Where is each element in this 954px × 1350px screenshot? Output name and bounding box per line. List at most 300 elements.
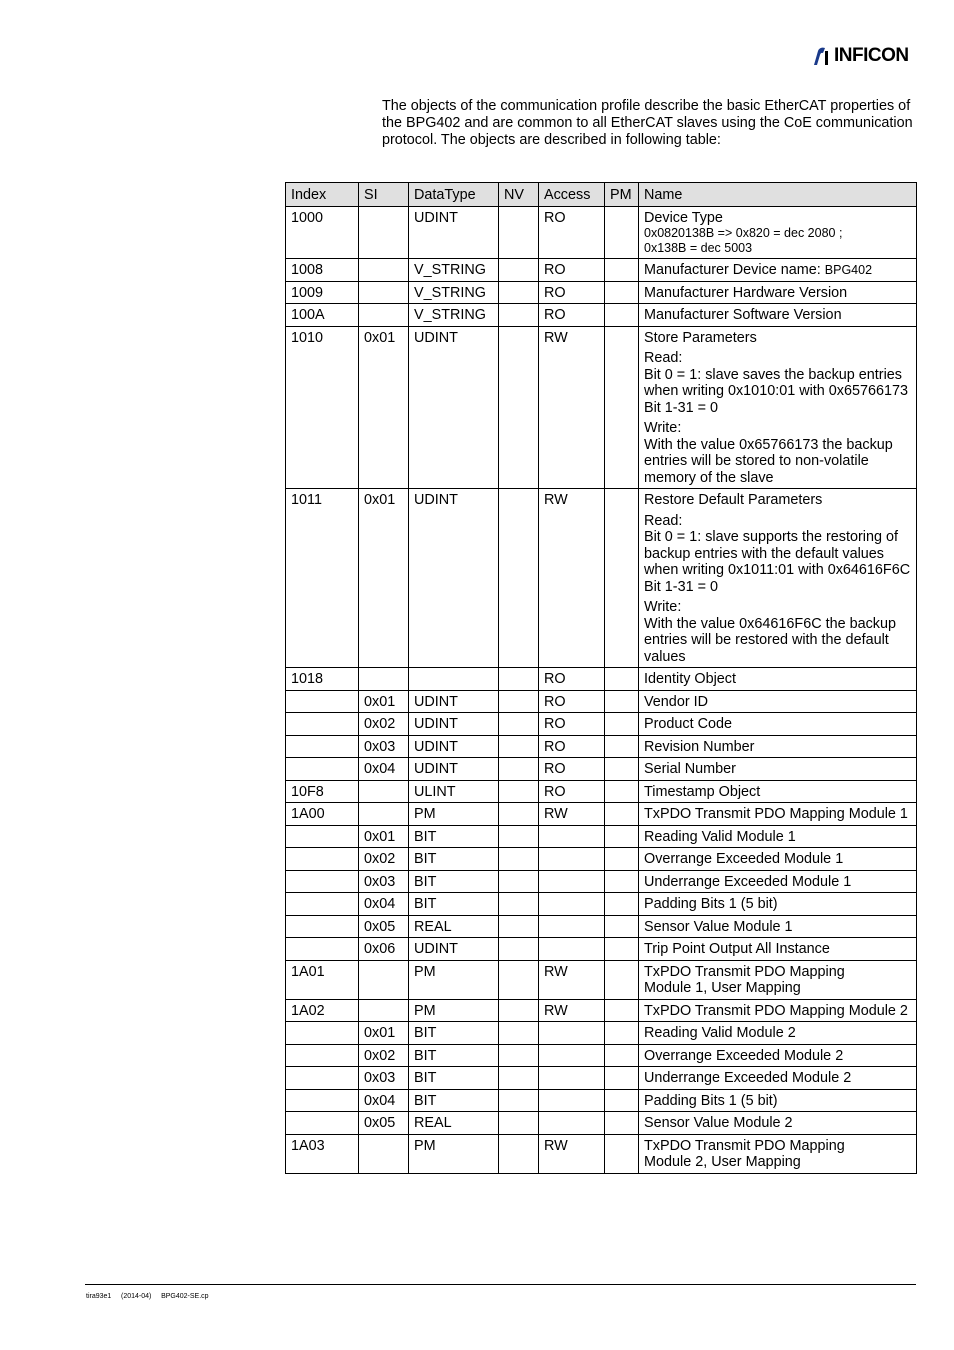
cell-nv bbox=[499, 735, 539, 758]
cell-datatype bbox=[409, 668, 499, 691]
cell-index bbox=[286, 893, 359, 916]
cell-access: RO bbox=[539, 780, 605, 803]
name-line bbox=[644, 330, 912, 347]
name-text: With the value 0x64616F6C the backup entries will be restored with the default values bbox=[644, 615, 896, 665]
cell-si: 0x06 bbox=[359, 938, 409, 961]
name-text: Write: bbox=[644, 599, 682, 615]
header-name: Name bbox=[639, 183, 917, 207]
cell-access bbox=[539, 825, 605, 848]
cell-access: RW bbox=[539, 999, 605, 1022]
cell-si bbox=[359, 803, 409, 826]
table-row bbox=[286, 758, 917, 781]
name-line bbox=[644, 761, 912, 778]
cell-si bbox=[359, 960, 409, 999]
name-text: Overrange Exceeded Module 1 bbox=[644, 851, 844, 867]
cell-access bbox=[539, 870, 605, 893]
name-text: Bit 1-31 = 0 bbox=[644, 399, 718, 416]
name-text: Manufacturer Software Version bbox=[644, 307, 842, 323]
name-text: TxPDO Transmit PDO Mapping bbox=[644, 1137, 845, 1154]
name-text: Overrange Exceeded Module 2 bbox=[644, 1047, 844, 1064]
name-text: With the value 0x65766173 the backup entries will be stored to non-volatile memory of the slave bbox=[644, 436, 893, 486]
cell-name bbox=[639, 915, 917, 938]
header-nv: NV bbox=[499, 183, 539, 207]
cell-si bbox=[359, 281, 409, 304]
name-line bbox=[644, 1070, 912, 1087]
name-text: Product Code bbox=[644, 716, 732, 732]
cell-index: 1A01 bbox=[286, 960, 359, 999]
name-line bbox=[644, 694, 912, 711]
name-text: Revision Number bbox=[644, 738, 755, 755]
cell-datatype: V_STRING bbox=[409, 281, 499, 304]
table-row bbox=[286, 848, 917, 871]
name-text: Timestamp Object bbox=[644, 783, 761, 800]
name-line bbox=[644, 1154, 912, 1171]
name-line bbox=[644, 420, 912, 437]
name-text: Read: bbox=[644, 350, 683, 366]
header-si: SI bbox=[359, 183, 409, 207]
table-row bbox=[286, 825, 917, 848]
name-line bbox=[644, 513, 912, 530]
table-row bbox=[286, 893, 917, 916]
name-text: Padding Bits 1 (5 bit) bbox=[644, 896, 778, 912]
footer-divider bbox=[85, 1284, 916, 1285]
name-text: TxPDO Transmit PDO Mapping Module 1 bbox=[644, 806, 908, 822]
cell-si: 0x01 bbox=[359, 1022, 409, 1045]
cell-index bbox=[286, 848, 359, 871]
table-row bbox=[286, 206, 917, 259]
table-row bbox=[286, 735, 917, 758]
cell-pm bbox=[605, 1089, 639, 1112]
name-text: TxPDO Transmit PDO Mapping bbox=[644, 963, 845, 980]
cell-nv bbox=[499, 803, 539, 826]
cell-nv bbox=[499, 1134, 539, 1173]
cell-si: 0x04 bbox=[359, 758, 409, 781]
cell-si bbox=[359, 668, 409, 691]
cell-nv bbox=[499, 893, 539, 916]
cell-access: RO bbox=[539, 259, 605, 282]
name-line bbox=[644, 262, 912, 279]
device-name-value: BPG402 bbox=[824, 263, 873, 277]
cell-index: 1018 bbox=[286, 668, 359, 691]
name-line bbox=[644, 941, 912, 958]
cell-access bbox=[539, 915, 605, 938]
cell-name bbox=[639, 259, 917, 282]
cell-index: 1009 bbox=[286, 281, 359, 304]
cell-nv bbox=[499, 960, 539, 999]
cell-pm bbox=[605, 758, 639, 781]
cell-name bbox=[639, 281, 917, 304]
cell-pm bbox=[605, 489, 639, 668]
table-row bbox=[286, 1112, 917, 1135]
logo-brand: INFICON bbox=[834, 45, 909, 66]
cell-datatype: UDINT bbox=[409, 713, 499, 736]
cell-pm bbox=[605, 668, 639, 691]
header-index: Index bbox=[286, 183, 359, 207]
cell-name bbox=[639, 960, 917, 999]
cell-datatype: BIT bbox=[409, 1089, 499, 1112]
cell-nv bbox=[499, 870, 539, 893]
header-pm: PM bbox=[605, 183, 639, 207]
name-text: Vendor ID bbox=[644, 693, 708, 710]
cell-si bbox=[359, 780, 409, 803]
name-line bbox=[644, 579, 912, 596]
cell-access bbox=[539, 848, 605, 871]
cell-datatype: PM bbox=[409, 1134, 499, 1173]
cell-name bbox=[639, 825, 917, 848]
table-row bbox=[286, 1134, 917, 1173]
cell-nv bbox=[499, 1067, 539, 1090]
cell-access bbox=[539, 1044, 605, 1067]
cell-pm bbox=[605, 893, 639, 916]
cell-index bbox=[286, 1022, 359, 1045]
name-line bbox=[644, 784, 912, 801]
table-row bbox=[286, 960, 917, 999]
cell-datatype: UDINT bbox=[409, 735, 499, 758]
cell-pm bbox=[605, 999, 639, 1022]
cell-index: 1000 bbox=[286, 206, 359, 259]
table-row bbox=[286, 259, 917, 282]
name-line bbox=[644, 671, 912, 688]
cell-si: 0x01 bbox=[359, 489, 409, 668]
cell-si: 0x02 bbox=[359, 848, 409, 871]
name-text: Bit 0 = 1: slave supports the restoring of backup entries with the default values when writing 0x1011:01 with 0x64616F6C bbox=[644, 529, 911, 578]
inficon-logo bbox=[812, 44, 909, 68]
cell-nv bbox=[499, 489, 539, 668]
name-text: Reading Valid Module 2 bbox=[644, 1025, 796, 1041]
name-line bbox=[644, 226, 912, 241]
header-row bbox=[286, 183, 917, 207]
name-text: Read: bbox=[644, 512, 683, 529]
cell-index: 1011 bbox=[286, 489, 359, 668]
name-text: Serial Number bbox=[644, 761, 736, 777]
cell-access: RO bbox=[539, 735, 605, 758]
cell-access: RW bbox=[539, 1134, 605, 1173]
cell-datatype: V_STRING bbox=[409, 259, 499, 282]
cell-nv bbox=[499, 915, 539, 938]
table-row bbox=[286, 1067, 917, 1090]
table-row bbox=[286, 999, 917, 1022]
cell-access: RW bbox=[539, 960, 605, 999]
cell-si: 0x03 bbox=[359, 1067, 409, 1090]
table-row bbox=[286, 803, 917, 826]
cell-nv bbox=[499, 848, 539, 871]
cell-name bbox=[639, 758, 917, 781]
cell-name bbox=[639, 848, 917, 871]
cell-access: RO bbox=[539, 281, 605, 304]
cell-access: RO bbox=[539, 304, 605, 327]
cell-nv bbox=[499, 326, 539, 489]
table-row bbox=[286, 281, 917, 304]
header-datatype: DataType bbox=[409, 183, 499, 207]
cell-pm bbox=[605, 690, 639, 713]
cell-nv bbox=[499, 999, 539, 1022]
table-row bbox=[286, 326, 917, 489]
name-text: Trip Point Output All Instance bbox=[644, 941, 830, 957]
cell-nv bbox=[499, 825, 539, 848]
inficon-emblem-icon bbox=[812, 45, 832, 67]
cell-si: 0x05 bbox=[359, 1112, 409, 1135]
cell-datatype: UDINT bbox=[409, 758, 499, 781]
cell-name bbox=[639, 870, 917, 893]
name-line bbox=[644, 1115, 912, 1132]
cell-si bbox=[359, 259, 409, 282]
cell-si bbox=[359, 999, 409, 1022]
cell-datatype: PM bbox=[409, 999, 499, 1022]
name-text: Restore Default Parameters bbox=[644, 492, 823, 508]
cell-access: RO bbox=[539, 758, 605, 781]
cell-nv bbox=[499, 938, 539, 961]
name-text: Manufacturer Device name: bbox=[644, 262, 825, 278]
cell-nv bbox=[499, 780, 539, 803]
name-line bbox=[644, 616, 912, 666]
cell-access: RO bbox=[539, 668, 605, 691]
cell-access: RO bbox=[539, 206, 605, 259]
name-text: Bit 0 = 1: slave saves the backup entries when writing 0x1010:01 with 0x65766173 bbox=[644, 366, 909, 399]
cell-index: 1A00 bbox=[286, 803, 359, 826]
header-access: Access bbox=[539, 183, 605, 207]
name-text: 0x0820138B => 0x820 = dec 2080 ; bbox=[644, 226, 843, 240]
name-line bbox=[644, 874, 912, 891]
name-text: Underrange Exceeded Module 1 bbox=[644, 873, 852, 890]
cell-name bbox=[639, 1022, 917, 1045]
table-row bbox=[286, 1044, 917, 1067]
name-text: Reading Valid Module 1 bbox=[644, 828, 796, 845]
cell-nv bbox=[499, 690, 539, 713]
cell-name bbox=[639, 999, 917, 1022]
table-row bbox=[286, 780, 917, 803]
cell-nv bbox=[499, 1089, 539, 1112]
cell-access bbox=[539, 1112, 605, 1135]
cell-name bbox=[639, 713, 917, 736]
cell-si: 0x01 bbox=[359, 825, 409, 848]
cell-pm bbox=[605, 326, 639, 489]
footer-text: tira93e1 (2014-04) BPG402-SE.cp bbox=[86, 1293, 209, 1300]
cell-access bbox=[539, 893, 605, 916]
cell-pm bbox=[605, 915, 639, 938]
name-text: Identity Object bbox=[644, 671, 736, 687]
cell-name bbox=[639, 893, 917, 916]
cell-datatype: PM bbox=[409, 960, 499, 999]
name-text: Device Type bbox=[644, 209, 723, 226]
cell-datatype: BIT bbox=[409, 1067, 499, 1090]
cell-si bbox=[359, 1134, 409, 1173]
cell-pm bbox=[605, 825, 639, 848]
name-text: Sensor Value Module 1 bbox=[644, 918, 793, 935]
cell-nv bbox=[499, 668, 539, 691]
cell-si: 0x03 bbox=[359, 870, 409, 893]
name-line bbox=[644, 739, 912, 756]
name-text: Padding Bits 1 (5 bit) bbox=[644, 1092, 778, 1109]
cell-access bbox=[539, 1022, 605, 1045]
name-line bbox=[644, 599, 912, 616]
table-body bbox=[286, 206, 917, 1173]
cell-pm bbox=[605, 938, 639, 961]
cell-name bbox=[639, 326, 917, 489]
cell-datatype: BIT bbox=[409, 870, 499, 893]
cell-nv bbox=[499, 206, 539, 259]
cell-nv bbox=[499, 1022, 539, 1045]
cell-nv bbox=[499, 1112, 539, 1135]
table-row bbox=[286, 915, 917, 938]
cell-datatype: UDINT bbox=[409, 326, 499, 489]
cell-datatype: BIT bbox=[409, 1022, 499, 1045]
cell-index bbox=[286, 870, 359, 893]
cell-pm bbox=[605, 259, 639, 282]
cell-pm bbox=[605, 304, 639, 327]
name-line bbox=[644, 307, 912, 324]
cell-pm bbox=[605, 1044, 639, 1067]
cell-pm bbox=[605, 780, 639, 803]
cell-name bbox=[639, 1134, 917, 1173]
cell-name bbox=[639, 668, 917, 691]
name-text: Sensor Value Module 2 bbox=[644, 1115, 793, 1131]
cell-index bbox=[286, 825, 359, 848]
name-line bbox=[644, 437, 912, 487]
name-text: Manufacturer Hardware Version bbox=[644, 284, 848, 301]
cell-si: 0x03 bbox=[359, 735, 409, 758]
name-line bbox=[644, 964, 912, 981]
cell-name bbox=[639, 1112, 917, 1135]
cell-index: 1010 bbox=[286, 326, 359, 489]
cell-pm bbox=[605, 848, 639, 871]
cell-name bbox=[639, 735, 917, 758]
name-line bbox=[644, 896, 912, 913]
table-row bbox=[286, 938, 917, 961]
cell-datatype: UDINT bbox=[409, 489, 499, 668]
cell-pm bbox=[605, 1067, 639, 1090]
table-row bbox=[286, 1089, 917, 1112]
name-line bbox=[644, 285, 912, 302]
cell-index: 1008 bbox=[286, 259, 359, 282]
name-line bbox=[644, 400, 912, 417]
name-line bbox=[644, 806, 912, 823]
name-text: Bit 1-31 = 0 bbox=[644, 578, 718, 595]
cell-nv bbox=[499, 259, 539, 282]
cell-name bbox=[639, 803, 917, 826]
name-line bbox=[644, 1138, 912, 1155]
name-line bbox=[644, 851, 912, 868]
cell-datatype: BIT bbox=[409, 1044, 499, 1067]
cell-datatype: UDINT bbox=[409, 690, 499, 713]
cell-index bbox=[286, 915, 359, 938]
cell-access: RO bbox=[539, 690, 605, 713]
cell-pm bbox=[605, 960, 639, 999]
cell-pm bbox=[605, 735, 639, 758]
name-line bbox=[644, 210, 912, 227]
cell-access bbox=[539, 1089, 605, 1112]
cell-si: 0x04 bbox=[359, 893, 409, 916]
table-row bbox=[286, 304, 917, 327]
cell-index bbox=[286, 1067, 359, 1090]
cell-name bbox=[639, 1067, 917, 1090]
cell-nv bbox=[499, 1044, 539, 1067]
cell-index bbox=[286, 1089, 359, 1112]
table-row bbox=[286, 713, 917, 736]
cell-index: 100A bbox=[286, 304, 359, 327]
name-line bbox=[644, 1025, 912, 1042]
cell-access: RO bbox=[539, 713, 605, 736]
cell-nv bbox=[499, 758, 539, 781]
cell-datatype: BIT bbox=[409, 848, 499, 871]
name-line bbox=[644, 829, 912, 846]
name-text: Module 2, User Mapping bbox=[644, 1154, 801, 1170]
cell-index: 1A03 bbox=[286, 1134, 359, 1173]
cell-pm bbox=[605, 713, 639, 736]
cell-index bbox=[286, 690, 359, 713]
cell-access: RW bbox=[539, 803, 605, 826]
cell-datatype: UDINT bbox=[409, 938, 499, 961]
table-row bbox=[286, 1022, 917, 1045]
cell-access bbox=[539, 938, 605, 961]
intro-paragraph: The objects of the communication profile describe the basic EtherCAT properties of the BPG402 and are common to all EtherCAT slaves using the CoE communication protocol. The objects are described in following table: bbox=[382, 98, 913, 148]
cell-si: 0x05 bbox=[359, 915, 409, 938]
cell-pm bbox=[605, 281, 639, 304]
cell-si: 0x01 bbox=[359, 326, 409, 489]
name-text: 0x138B = dec 5003 bbox=[644, 241, 753, 255]
cell-pm bbox=[605, 1112, 639, 1135]
name-line bbox=[644, 350, 912, 367]
cell-pm bbox=[605, 1022, 639, 1045]
cell-name bbox=[639, 304, 917, 327]
name-text: Module 1, User Mapping bbox=[644, 980, 801, 996]
cell-nv bbox=[499, 281, 539, 304]
name-text: Write: bbox=[644, 420, 682, 436]
cell-si: 0x01 bbox=[359, 690, 409, 713]
name-text: TxPDO Transmit PDO Mapping Module 2 bbox=[644, 1002, 908, 1019]
name-text: Underrange Exceeded Module 2 bbox=[644, 1070, 852, 1086]
cell-name bbox=[639, 780, 917, 803]
cell-si: 0x04 bbox=[359, 1089, 409, 1112]
name-line bbox=[644, 980, 912, 997]
name-line bbox=[644, 1048, 912, 1065]
name-line bbox=[644, 1003, 912, 1020]
cell-si bbox=[359, 206, 409, 259]
cell-name bbox=[639, 206, 917, 259]
object-dictionary-table bbox=[285, 182, 917, 1174]
cell-pm bbox=[605, 870, 639, 893]
cell-datatype: PM bbox=[409, 803, 499, 826]
cell-si bbox=[359, 304, 409, 327]
cell-index: 1A02 bbox=[286, 999, 359, 1022]
cell-name bbox=[639, 1089, 917, 1112]
cell-index bbox=[286, 735, 359, 758]
cell-datatype: REAL bbox=[409, 915, 499, 938]
cell-pm bbox=[605, 803, 639, 826]
cell-index: 10F8 bbox=[286, 780, 359, 803]
name-line bbox=[644, 529, 912, 579]
cell-access: RW bbox=[539, 489, 605, 668]
cell-datatype: BIT bbox=[409, 825, 499, 848]
cell-index bbox=[286, 1112, 359, 1135]
cell-index bbox=[286, 938, 359, 961]
cell-name bbox=[639, 1044, 917, 1067]
name-line bbox=[644, 367, 912, 400]
cell-datatype: ULINT bbox=[409, 780, 499, 803]
cell-si: 0x02 bbox=[359, 713, 409, 736]
table-row bbox=[286, 870, 917, 893]
name-text: Store Parameters bbox=[644, 329, 757, 346]
table-row bbox=[286, 489, 917, 668]
cell-pm bbox=[605, 206, 639, 259]
cell-datatype: V_STRING bbox=[409, 304, 499, 327]
table-row bbox=[286, 690, 917, 713]
name-line bbox=[644, 1093, 912, 1110]
name-line bbox=[644, 919, 912, 936]
cell-datatype: UDINT bbox=[409, 206, 499, 259]
name-line bbox=[644, 716, 912, 733]
cell-index bbox=[286, 758, 359, 781]
cell-nv bbox=[499, 304, 539, 327]
